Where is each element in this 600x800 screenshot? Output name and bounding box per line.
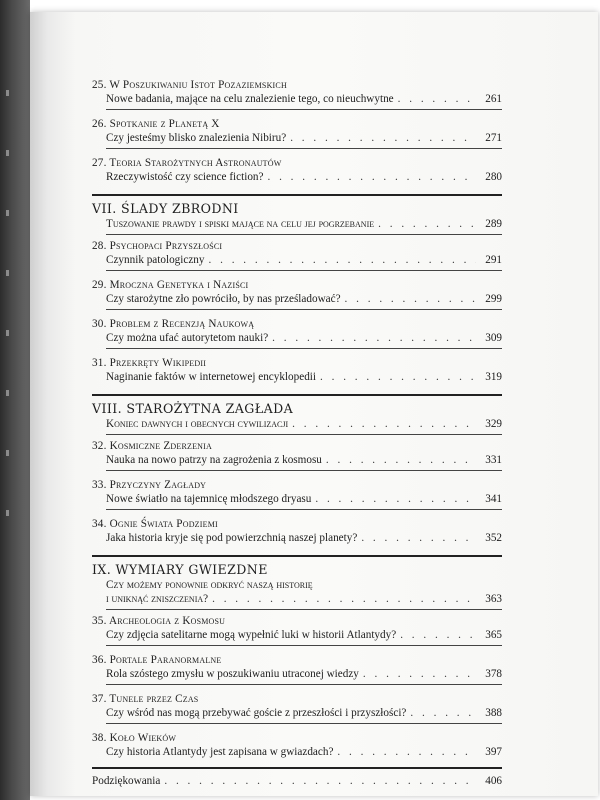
toc-entry-38	[92, 731, 502, 759]
entry-title: 38. Koło Wieków	[92, 732, 177, 744]
page-number: 363	[485, 593, 502, 605]
toc-entry-37	[92, 692, 502, 724]
entry-line	[92, 774, 502, 788]
section-title: VIII. STAROŻYTNA ZAGŁADA	[92, 401, 294, 416]
section-rule	[92, 394, 502, 396]
dot-leader	[345, 292, 476, 306]
entry-subtitle: Nowe badania, mające na celu znalezienie tego, co nieuchwytne	[106, 93, 394, 105]
toc-entry-31	[92, 356, 502, 384]
entry-subtitle: Nauka na nowo patrzy na zagrożenia z kosmosu	[106, 454, 322, 466]
section-rule	[92, 194, 502, 196]
entry-title: 37. Tunele przez Czas	[92, 693, 199, 705]
entry-line	[92, 292, 502, 306]
page-number: 388	[485, 707, 502, 719]
page-number: 365	[485, 629, 502, 641]
entry-subtitle: Naginanie faktów w internetowej encyklopedii	[106, 371, 317, 383]
entry-line	[92, 170, 502, 184]
toc-entry-30	[92, 317, 502, 349]
entry-line	[92, 745, 502, 759]
divider	[106, 109, 502, 110]
divider	[106, 645, 502, 646]
divider	[106, 509, 502, 510]
entry-title: 28. Psychopaci Przyszłości	[92, 240, 223, 252]
entry-title: 34. Ognie Świata Podziemi	[92, 518, 218, 530]
section-subtitle: Czy możemy ponownie odkryć naszą historię	[106, 579, 313, 591]
entry-subtitle: Rzeczywistość czy science fiction?	[106, 171, 264, 183]
entry-subtitle: Nowe światło na tajemnicę młodszego dryasu	[106, 493, 312, 505]
entry-subtitle: Czy historia Atlantydy jest zapisana w gwiazdach?	[106, 746, 334, 758]
book-spine-shadow	[0, 0, 30, 800]
dot-leader	[272, 331, 476, 345]
entry-subtitle: Czy można ufać autorytetom nauki?	[106, 332, 269, 344]
section-title: VII. ŚLADY ZBRODNI	[92, 201, 239, 216]
dot-leader	[320, 370, 476, 384]
dot-leader	[400, 628, 476, 642]
dot-leader	[378, 217, 476, 231]
dot-leader	[290, 131, 476, 145]
entry-subtitle: Czynnik patologiczny	[106, 254, 205, 266]
entry-line	[92, 453, 502, 467]
entry-subtitle: Rola szóstego zmysłu w poszukiwaniu utraconej wiedzy	[106, 668, 359, 680]
toc-entry-32	[92, 439, 502, 471]
dot-leader	[292, 417, 476, 431]
entry-title: 31. Przekręty Wikipedii	[92, 357, 207, 369]
dot-leader	[267, 170, 476, 184]
entry-title: 32. Kosmiczne Zderzenia	[92, 440, 212, 452]
entry-title: 26. Spotkanie z Planetą X	[92, 118, 220, 130]
section-subtitle: Koniec dawnych i obecnych cywilizacji	[106, 418, 289, 430]
entry-title: 25. W Poszukiwaniu Istot Pozaziemskich	[92, 79, 287, 91]
dot-leader	[212, 592, 476, 606]
page-number: 378	[485, 668, 502, 680]
section-subtitle-line	[92, 217, 502, 231]
page-number: 289	[485, 218, 502, 230]
toc-entry-29	[92, 278, 502, 310]
toc-entry-35	[92, 614, 502, 646]
page-number: 319	[485, 371, 502, 383]
entry-title: 29. Mroczna Genetyka i Naziści	[92, 279, 249, 291]
toc-entry-34	[92, 517, 502, 545]
section-rule	[92, 555, 502, 557]
entry-line	[92, 253, 502, 267]
toc-section-ix	[92, 555, 502, 759]
section-title: IX. WYMIARY GWIEZDNE	[92, 562, 268, 577]
divider	[106, 723, 502, 724]
divider	[106, 270, 502, 271]
dot-leader	[361, 531, 476, 545]
dot-leader	[363, 667, 476, 681]
entry-line	[92, 131, 502, 145]
page-number: 291	[485, 254, 502, 266]
entry-title: Podziękowania	[92, 775, 161, 787]
divider	[106, 609, 502, 610]
page-number: 406	[485, 775, 502, 787]
entry-subtitle: Jaka historia kryje się pod powierzchnią naszej planety?	[106, 532, 358, 544]
section-subtitle-line	[92, 592, 502, 606]
entry-subtitle: Czy starożytne zło powróciło, by nas prześladować?	[106, 293, 341, 305]
divider	[106, 348, 502, 349]
entry-line	[92, 92, 502, 106]
dot-leader	[410, 706, 476, 720]
divider	[106, 684, 502, 685]
entry-line	[92, 331, 502, 345]
dot-leader	[398, 92, 476, 106]
page-number: 280	[485, 171, 502, 183]
entry-title: 27. Teoria Starożytnych Astronautów	[92, 157, 282, 169]
divider	[106, 470, 502, 471]
toc-section-vii	[92, 194, 502, 384]
toc-section-viii	[92, 394, 502, 545]
page-number: 309	[485, 332, 502, 344]
toc-entry-acknowledgements	[92, 767, 502, 788]
entry-line	[92, 492, 502, 506]
section-subtitle: i uniknąć zniszczenia?	[106, 593, 209, 605]
toc-entry-28	[92, 239, 502, 271]
divider	[106, 309, 502, 310]
toc-entry-26	[92, 117, 502, 149]
divider	[106, 234, 502, 235]
entry-subtitle: Czy zdjęcia satelitarne mogą wypełnić luki w historii Atlantydy?	[106, 629, 397, 641]
section-rule	[92, 767, 502, 769]
divider	[106, 148, 502, 149]
dot-leader	[326, 453, 476, 467]
page-number: 261	[485, 93, 502, 105]
section-subtitle-line	[92, 417, 502, 431]
page-number: 397	[485, 746, 502, 758]
table-of-contents	[92, 78, 502, 788]
entry-subtitle: Czy jesteśmy blisko znalezienia Nibiru?	[106, 132, 287, 144]
page-number: 329	[485, 418, 502, 430]
page-number: 271	[485, 132, 502, 144]
dot-leader	[315, 492, 476, 506]
entry-subtitle: Czy wśród nas mogą przebywać goście z przeszłości i przyszłości?	[106, 707, 407, 719]
entry-title: 30. Problem z Recenzją Naukową	[92, 318, 255, 330]
toc-entry-33	[92, 478, 502, 510]
entry-line	[92, 370, 502, 384]
entry-title: 36. Portale Paranormalne	[92, 654, 222, 666]
page-number: 352	[485, 532, 502, 544]
entry-title: 33. Przyczyny Zagłady	[92, 479, 207, 491]
entry-title: 35. Archeologia z Kosmosu	[92, 615, 226, 627]
entry-line	[92, 706, 502, 720]
page-number: 299	[485, 293, 502, 305]
toc-entry-36	[92, 653, 502, 685]
dot-leader	[337, 745, 476, 759]
toc-entry-25	[92, 78, 502, 110]
entry-line	[92, 628, 502, 642]
entry-line	[92, 531, 502, 545]
entry-line	[92, 667, 502, 681]
dot-leader	[164, 774, 476, 788]
page-number: 341	[485, 493, 502, 505]
dot-leader	[209, 253, 477, 267]
section-subtitle: Tuszowanie prawdy i spiski mające na celu jej pogrzebanie	[106, 218, 375, 230]
divider	[106, 434, 502, 435]
toc-entry-27	[92, 156, 502, 184]
page-number: 331	[485, 454, 502, 466]
